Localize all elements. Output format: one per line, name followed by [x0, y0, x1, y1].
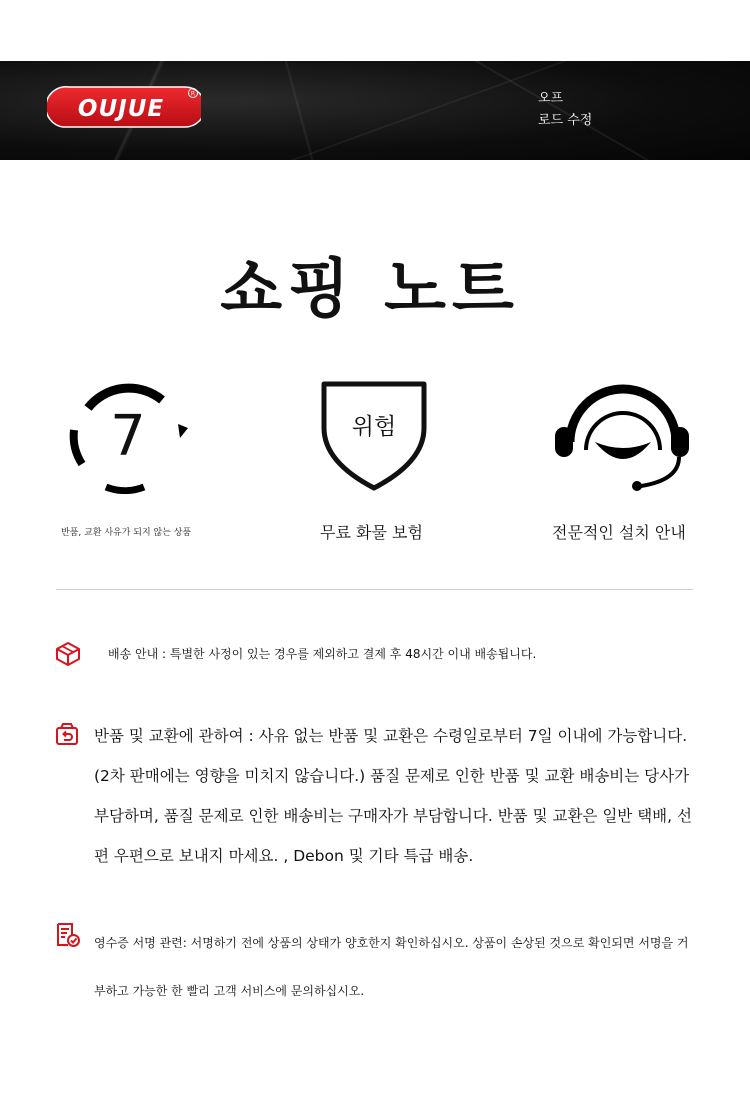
note-returns: 반품 및 교환에 관하여 : 사유 없는 반품 및 교환은 수령일로부터 7일 이내에 가능합니다. (2차 판매에는 영향을 미치지 않습니다.) 품질 문제로 인한 반품 및 교환 배송비는 당사가 부담하며, 품질 문제로 인한 배송비는 구매자가 부담합니다. 반품 및 교환은 일반 택배, 선편 우편으로 보내지 마세요. , Debon 및 기타 특급 배송. [94, 727, 692, 865]
brand-logo-text: OUJUE [77, 96, 165, 122]
brand-tagline [538, 88, 592, 132]
note-shipping: 배송 안내 : 특별한 사정이 있는 경우를 제외하고 결제 후 48시간 이내 배송됩니다. [108, 647, 537, 661]
feature-label-insurance: 무료 화물 보험 [320, 523, 423, 542]
seven-day-number: 7 [110, 404, 146, 469]
brand-line-1: 오프 [538, 91, 564, 106]
brand-logo [47, 85, 201, 129]
shield-text: 위험 [351, 414, 397, 440]
seven-day-return-icon [66, 380, 190, 494]
receipt-check-icon [55, 922, 81, 948]
headset-support-icon [553, 380, 693, 495]
package-icon [55, 641, 81, 667]
shield-icon [318, 380, 430, 492]
note-signature: 영수증 서명 관련: 서명하기 전에 상품의 상태가 양호한지 확인하십시오. 상품이 손상된 것으로 확인되면 서명을 거부하고 가능한 한 빨리 고객 서비스에 문의하십시오. [94, 936, 689, 998]
feature-label-returns: 반품, 교환 사유가 되지 않는 상품 [61, 528, 192, 538]
header-banner [0, 61, 750, 160]
svg-text:R: R [190, 90, 196, 98]
return-box-icon [55, 722, 79, 746]
feature-label-installation: 전문적인 설치 안내 [552, 523, 686, 542]
page-title: 쇼핑 노트 [220, 253, 520, 327]
section-divider [56, 589, 693, 590]
brand-line-2: 로드 수정 [538, 113, 593, 128]
